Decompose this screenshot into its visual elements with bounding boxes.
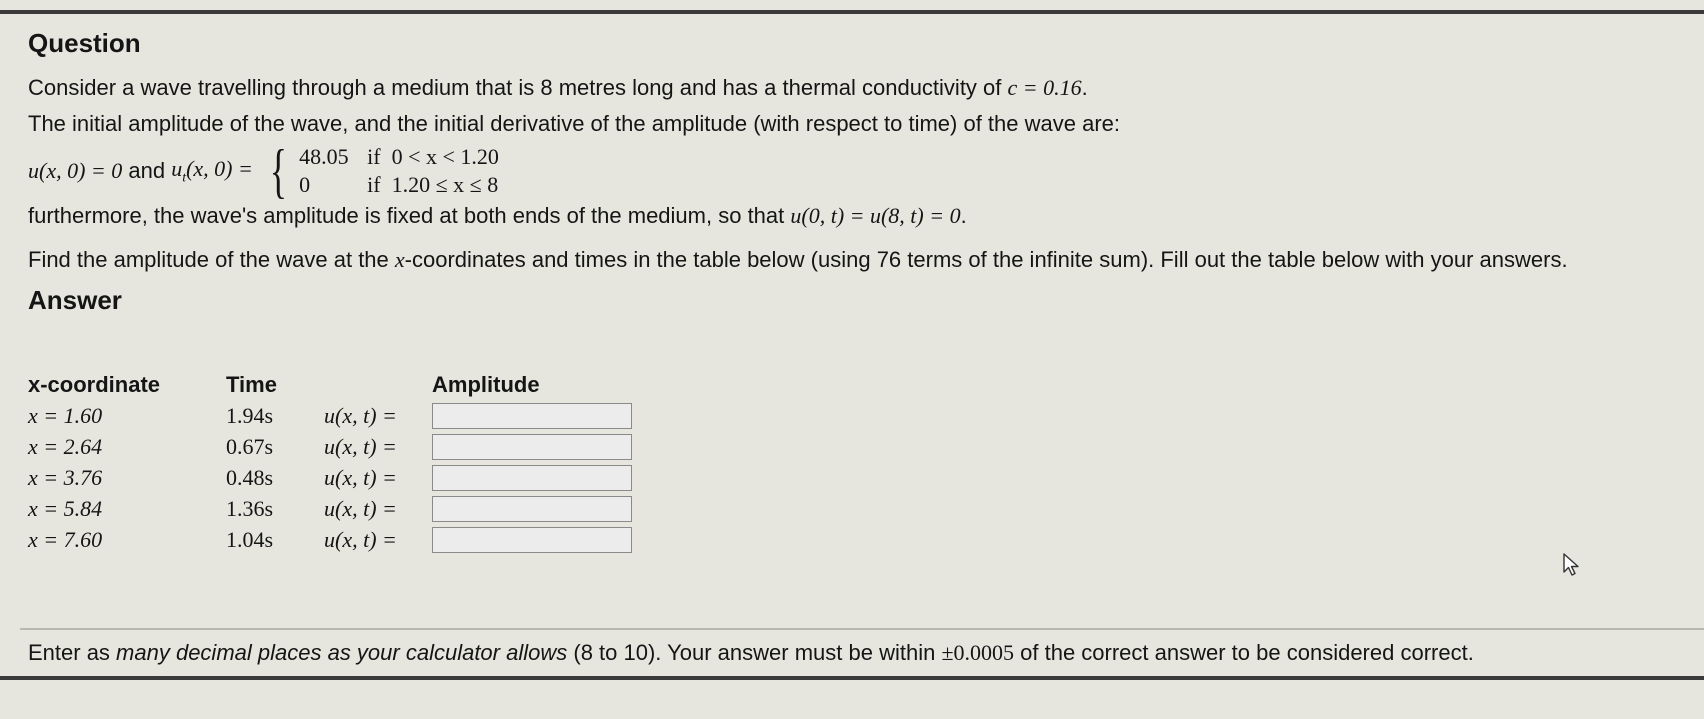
piecewise-cases bbox=[299, 143, 499, 199]
case-row-2: 0 if 1.20 ≤ x ≤ 8 bbox=[299, 172, 499, 197]
mouse-pointer-icon bbox=[1560, 552, 1582, 578]
time-value: 1.04s bbox=[226, 526, 274, 552]
time-value: 0.67s bbox=[226, 433, 274, 459]
header-x-coordinate: x-coordinate bbox=[28, 372, 161, 397]
answer-instructions: Enter as many decimal places as your calculator allows (8 to 10). Your answer must be within ±0.0005 of the correct answer to be considered correct. bbox=[28, 640, 1474, 665]
bottom-border bbox=[0, 676, 1704, 680]
table-row bbox=[28, 400, 636, 431]
problem-statement-line4: furthermore, the wave's amplitude is fixed at both ends of the medium, so that u(0, t) = u(8, t) = 0. bbox=[28, 203, 967, 228]
answer-table bbox=[28, 370, 636, 555]
piecewise-brace: { bbox=[270, 138, 288, 204]
tolerance-value: ±0.0005 bbox=[941, 640, 1015, 665]
amplitude-label: u(x, t) = bbox=[324, 433, 397, 459]
amplitude-input-3[interactable] bbox=[432, 465, 632, 491]
header-amplitude: Amplitude bbox=[432, 372, 540, 397]
table-row bbox=[28, 462, 636, 493]
amplitude-label: u(x, t) = bbox=[324, 526, 397, 552]
x-value: x = 1.60 bbox=[28, 402, 103, 428]
boundary-condition: u(0, t) = u(8, t) = 0 bbox=[790, 203, 961, 228]
x-value: x = 3.76 bbox=[28, 464, 103, 490]
amplitude-label: u(x, t) = bbox=[324, 402, 397, 428]
conductivity-expression: c = 0.16 bbox=[1007, 75, 1082, 100]
x-value: x = 2.64 bbox=[28, 433, 103, 459]
initial-ut-expression: $u_t(x$, 0) = bbox=[171, 155, 259, 186]
case-row-1: 48.05 if 0 < x < 1.20 bbox=[299, 144, 499, 169]
table-row bbox=[28, 524, 636, 555]
x-value: x = 5.84 bbox=[28, 495, 103, 521]
amplitude-input-2[interactable] bbox=[432, 434, 632, 460]
answer-table-header bbox=[28, 370, 636, 400]
x-value: x = 7.60 bbox=[28, 526, 103, 552]
header-time: Time bbox=[226, 372, 277, 397]
amplitude-label: u(x, t) = bbox=[324, 464, 397, 490]
table-row bbox=[28, 431, 636, 462]
time-value: 1.36s bbox=[226, 495, 274, 521]
problem-statement-line1: Consider a wave travelling through a medium that is 8 metres long and has a thermal conductivity of c = 0.16. bbox=[28, 75, 1088, 100]
initial-conditions: u(x, 0) = 0 and $u_t(x$, 0) = { 48.05 if 0 < x < 1.20 0 if 1.20 ≤ x ≤ 8 bbox=[28, 138, 499, 204]
question-section bbox=[28, 28, 1688, 316]
problem-statement-line2: The initial amplitude of the wave, and the initial derivative of the amplitude (with respect to time) of the wave are: bbox=[28, 111, 1121, 136]
amplitude-input-1[interactable] bbox=[432, 403, 632, 429]
amplitude-input-5[interactable] bbox=[432, 527, 632, 553]
time-value: 0.48s bbox=[226, 464, 274, 490]
table-row bbox=[28, 493, 636, 524]
problem-statement-line5: Find the amplitude of the wave at the x-coordinates and times in the table below (using 76 terms of the infinite sum). Fill out the table below with your answers. bbox=[28, 247, 1568, 272]
initial-u-expression: u(x, 0) = 0 bbox=[28, 158, 123, 183]
answer-heading: Answer bbox=[28, 285, 122, 315]
amplitude-label: u(x, t) = bbox=[324, 495, 397, 521]
time-value: 1.94s bbox=[226, 402, 274, 428]
top-border bbox=[0, 10, 1704, 14]
section-divider bbox=[20, 628, 1704, 630]
question-heading: Question bbox=[28, 28, 141, 58]
amplitude-input-4[interactable] bbox=[432, 496, 632, 522]
